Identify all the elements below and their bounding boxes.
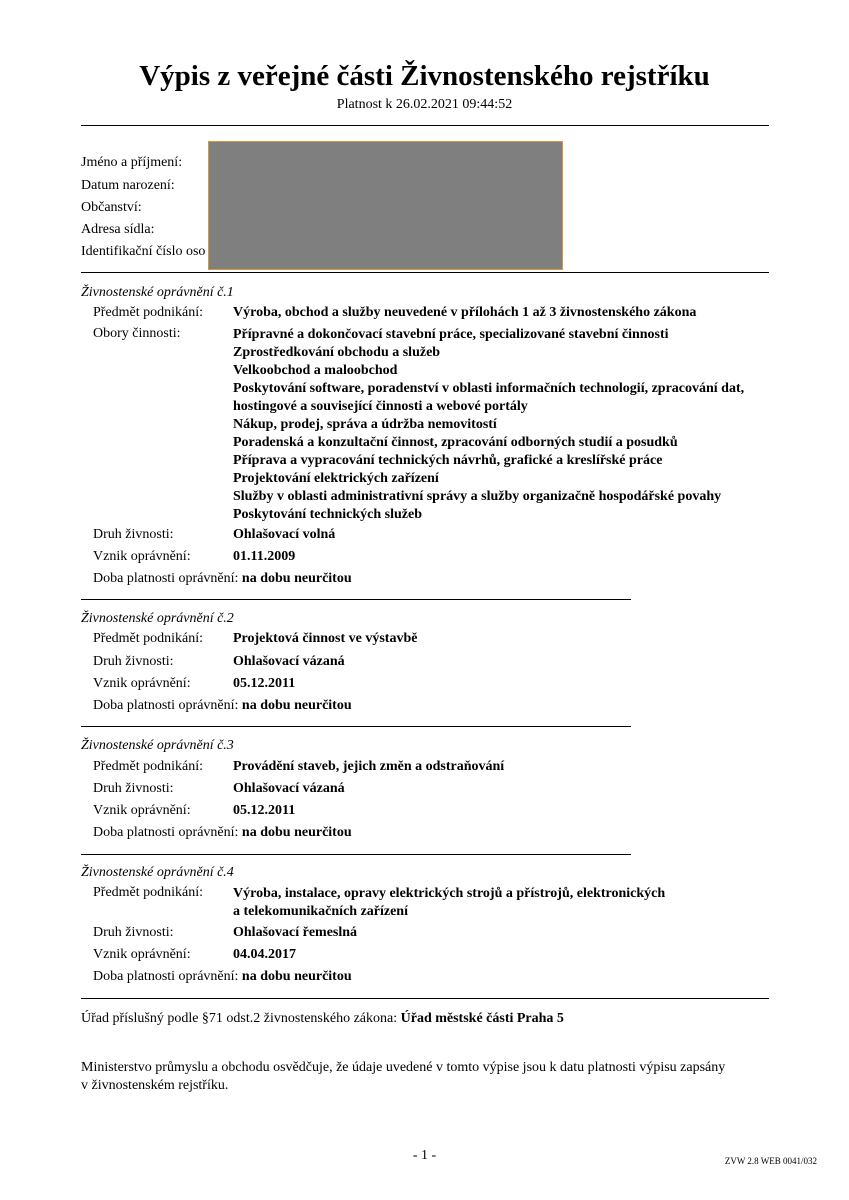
license-1-field: Projektování elektrických zařízení xyxy=(233,471,439,486)
license-2-validity: na dobu neurčitou xyxy=(241,698,352,713)
license-3-validity-row xyxy=(93,822,352,844)
license-4-subject-line: Výroba, instalace, opravy elektrických strojů a přístrojů, elektronických xyxy=(233,886,666,901)
license-2-origin: 05.12.2011 xyxy=(233,676,296,691)
license-3-type: Ohlašovací vázaná xyxy=(233,781,345,796)
license-1-origin: 01.11.2009 xyxy=(233,549,296,564)
license-4-subject xyxy=(233,885,793,921)
license-3-title: Živnostenské oprávnění č.3 xyxy=(81,738,234,753)
license-1-field: hostingové a související činnosti a webové portály xyxy=(233,399,528,414)
license-1-fields-list xyxy=(233,326,793,524)
license-4-origin: 04.04.2017 xyxy=(233,947,296,962)
license-1-validity-row xyxy=(93,568,352,590)
license-4-subject-label: Předmět podnikání: xyxy=(93,885,204,900)
license-1-field: Zprostředkování obchodu a služeb xyxy=(233,345,441,360)
certification-line: Ministerstvo průmyslu a obchodu osvědčuje, že údaje uvedené v tomto výpise jsou k datu platnosti výpisu zapsány xyxy=(81,1060,726,1075)
header-divider xyxy=(81,125,769,126)
licenses-end-divider xyxy=(81,998,769,999)
license-4-subject-line: a telekomunikačních zařízení xyxy=(233,904,408,919)
license-2-divider xyxy=(81,726,631,727)
license-1-field: Nákup, prodej, správa a údržba nemovitostí xyxy=(233,417,497,432)
label-name: Jméno a příjmení: xyxy=(81,155,183,170)
license-4-validity-row xyxy=(93,966,352,988)
license-2-type-label: Druh živnosti: xyxy=(93,654,174,669)
document-title: Výpis z veřejné části Živnostenského rejstříku xyxy=(139,60,710,92)
license-1-type: Ohlašovací volná xyxy=(233,527,336,542)
license-3-validity: na dobu neurčitou xyxy=(241,825,352,840)
license-1-field: Příprava a vypracování technických návrhů, grafické a kreslířské práce xyxy=(233,453,663,468)
competent-office-label: Úřad příslušný podle §71 odst.2 živnostenského zákona: xyxy=(81,1011,398,1026)
license-1-validity: na dobu neurčitou xyxy=(241,571,352,586)
license-2-title: Živnostenské oprávnění č.2 xyxy=(81,611,234,626)
label-birthdate: Datum narození: xyxy=(81,178,175,193)
license-1-field: Přípravné a dokončovací stavební práce, specializované stavební činnosti xyxy=(233,327,669,342)
competent-office-row xyxy=(81,1010,564,1028)
license-4-title: Živnostenské oprávnění č.4 xyxy=(81,865,234,880)
license-2-subject-label: Předmět podnikání: xyxy=(93,631,204,646)
page-number: - 1 - xyxy=(412,1148,437,1163)
document-code: ZVW 2.8 WEB 0041/032 xyxy=(724,1156,817,1166)
redaction-box xyxy=(208,141,563,270)
license-1-divider xyxy=(81,599,631,600)
competent-office: Úřad městské části Praha 5 xyxy=(400,1011,564,1026)
license-2-validity-row xyxy=(93,695,352,717)
label-address: Adresa sídla: xyxy=(81,222,155,237)
license-4-validity-label: Doba platnosti oprávnění: xyxy=(93,969,239,984)
license-2-validity-label: Doba platnosti oprávnění: xyxy=(93,698,239,713)
license-1-field: Poskytování software, poradenství v oblasti informačních technologií, zpracování dat, xyxy=(233,381,745,396)
validity-timestamp: Platnost k 26.02.2021 09:44:52 xyxy=(336,97,513,112)
label-id-number: Identifikační číslo oso xyxy=(81,244,206,259)
license-1-field: Poradenská a konzultační činnost, zpracování odborných studií a posudků xyxy=(233,435,678,450)
certification-text xyxy=(81,1059,771,1095)
license-1-type-label: Druh živnosti: xyxy=(93,527,174,542)
license-3-subject: Provádění staveb, jejich změn a odstraňování xyxy=(233,759,505,774)
license-3-validity-label: Doba platnosti oprávnění: xyxy=(93,825,239,840)
license-2-type: Ohlašovací vázaná xyxy=(233,654,345,669)
person-divider xyxy=(81,272,769,273)
license-4-type: Ohlašovací řemeslná xyxy=(233,925,358,940)
license-1-field: Služby v oblasti administrativní správy a služby organizačně hospodářské povahy xyxy=(233,489,722,504)
license-3-origin-label: Vznik oprávnění: xyxy=(93,803,191,818)
license-3-subject-label: Předmět podnikání: xyxy=(93,759,204,774)
license-4-origin-label: Vznik oprávnění: xyxy=(93,947,191,962)
label-citizenship: Občanství: xyxy=(81,200,142,215)
license-2-subject: Projektová činnost ve výstavbě xyxy=(233,631,418,646)
license-3-divider xyxy=(81,854,631,855)
license-4-validity: na dobu neurčitou xyxy=(241,969,352,984)
license-1-field: Velkoobchod a maloobchod xyxy=(233,363,398,378)
license-3-origin: 05.12.2011 xyxy=(233,803,296,818)
certification-line: v živnostenském rejstříku. xyxy=(81,1078,229,1093)
license-1-title: Živnostenské oprávnění č.1 xyxy=(81,285,234,300)
license-3-type-label: Druh živnosti: xyxy=(93,781,174,796)
license-1-subject: Výroba, obchod a služby neuvedené v přílohách 1 až 3 živnostenského zákona xyxy=(233,305,697,320)
license-4-type-label: Druh živnosti: xyxy=(93,925,174,940)
license-1-origin-label: Vznik oprávnění: xyxy=(93,549,191,564)
license-1-validity-label: Doba platnosti oprávnění: xyxy=(93,571,239,586)
license-1-field: Poskytování technických služeb xyxy=(233,507,423,522)
license-2-origin-label: Vznik oprávnění: xyxy=(93,676,191,691)
license-1-subject-label: Předmět podnikání: xyxy=(93,305,204,320)
license-1-fields-label: Obory činnosti: xyxy=(93,326,181,341)
